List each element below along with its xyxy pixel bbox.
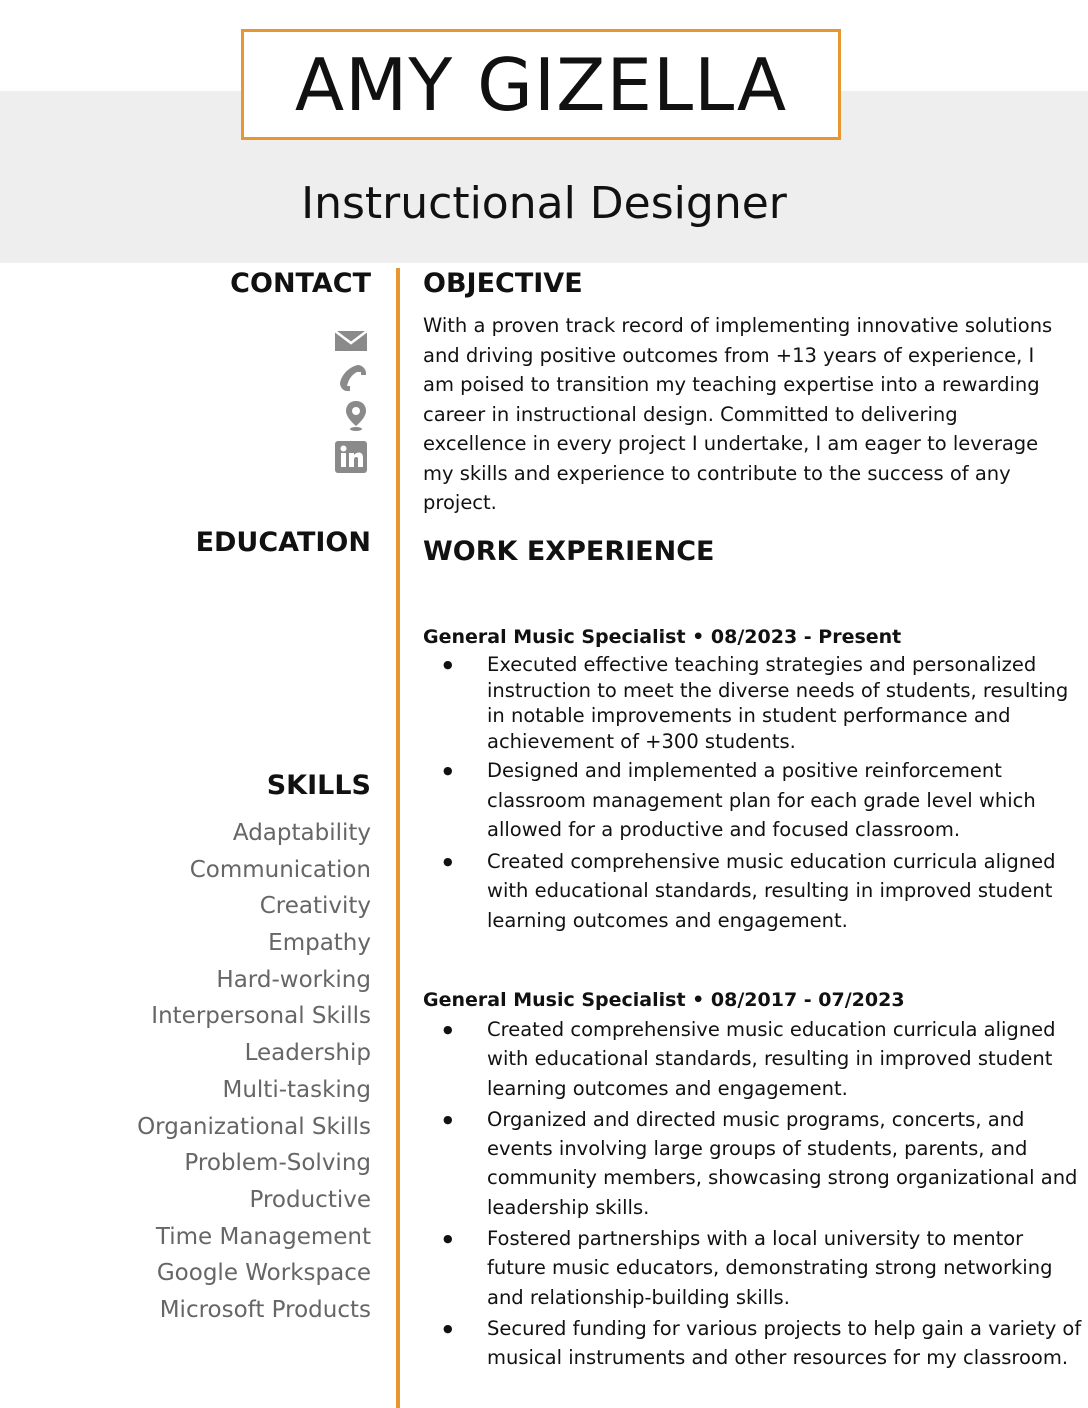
contact-heading: CONTACT — [230, 268, 371, 299]
skill-item: Microsoft Products — [159, 1296, 371, 1323]
skill-item: Empathy — [268, 930, 371, 957]
bullet-item: ● Organized and directed music programs, concerts, and events involving large groups of students, parents, and community members, showcasing strong organizational and leadership skills. — [423, 1105, 1083, 1222]
bullet-item: ● Created comprehensive music education curricula aligned with educational standards, resulting in improved student learning outcomes and engagement. — [423, 1015, 1083, 1103]
job-heading: General Music Specialist • 08/2023 - Present — [423, 626, 902, 648]
column-divider — [396, 268, 400, 1408]
skill-item: Multi-tasking — [222, 1076, 371, 1103]
skill-item: Organizational Skills — [137, 1113, 371, 1140]
objective-text: With a proven track record of implementing innovative solutions and driving positive outcomes from +13 years of experience, I am poised to transition my teaching expertise into a rewarding career in instructional design. Committed to delivering excellence in every project I undertake, I am eager to leverage my skills and experience to contribute to the success of any project. — [423, 314, 1053, 514]
job-bullets — [423, 652, 1083, 935]
skill-item: Productive — [249, 1186, 371, 1213]
skill-item: Communication — [189, 856, 371, 883]
skill-item: Problem-Solving — [184, 1150, 371, 1177]
job-bullets — [423, 1015, 1083, 1373]
bullet-item: ● Fostered partnerships with a local university to mentor future music educators, demonstrating strong networking and relationship-building skills. — [423, 1224, 1083, 1312]
skill-item: Leadership — [244, 1040, 371, 1067]
work-experience-heading: WORK EXPERIENCE — [423, 536, 715, 567]
skill-item: Adaptability — [232, 820, 371, 846]
skill-item: Google Workspace — [156, 1260, 371, 1287]
skills-heading: SKILLS — [266, 770, 371, 801]
phone-icon — [338, 363, 368, 393]
skill-item: Interpersonal Skills — [151, 1003, 371, 1030]
candidate-name: AMY GIZELLA — [294, 42, 788, 127]
education-heading: EDUCATION — [195, 527, 371, 558]
job-heading: General Music Specialist • 08/2017 - 07/2023 — [423, 989, 905, 1011]
location-icon — [344, 400, 368, 432]
skill-item: Creativity — [259, 893, 371, 920]
bullet-item: ● Executed effective teaching strategies and personalized instruction to meet the diverse needs of students, resulting in notable improvements in student performance and achievement of +300 students. — [423, 652, 1083, 754]
skills-list — [137, 815, 371, 1329]
job-entry — [423, 989, 1083, 1375]
bullet-item: ● Secured funding for various projects to help gain a variety of musical instruments and other resources for my classroom. — [423, 1314, 1083, 1373]
skill-item: Hard-working — [216, 966, 371, 993]
objective-heading: OBJECTIVE — [423, 268, 583, 299]
job-title: Instructional Designer — [301, 178, 787, 229]
mail-icon — [334, 328, 368, 352]
linkedin-icon — [334, 440, 368, 474]
bullet-item: ● Designed and implemented a positive reinforcement classroom management plan for each grade level which allowed for a productive and focused classroom. — [423, 756, 1083, 845]
bullet-item: ● Created comprehensive music education curricula aligned with educational standards, resulting in improved student learning outcomes and engagement. — [423, 847, 1083, 936]
job-entry — [423, 626, 1083, 937]
contact-icons — [328, 328, 368, 482]
skill-item: Time Management — [155, 1223, 371, 1250]
name-box — [241, 29, 841, 140]
